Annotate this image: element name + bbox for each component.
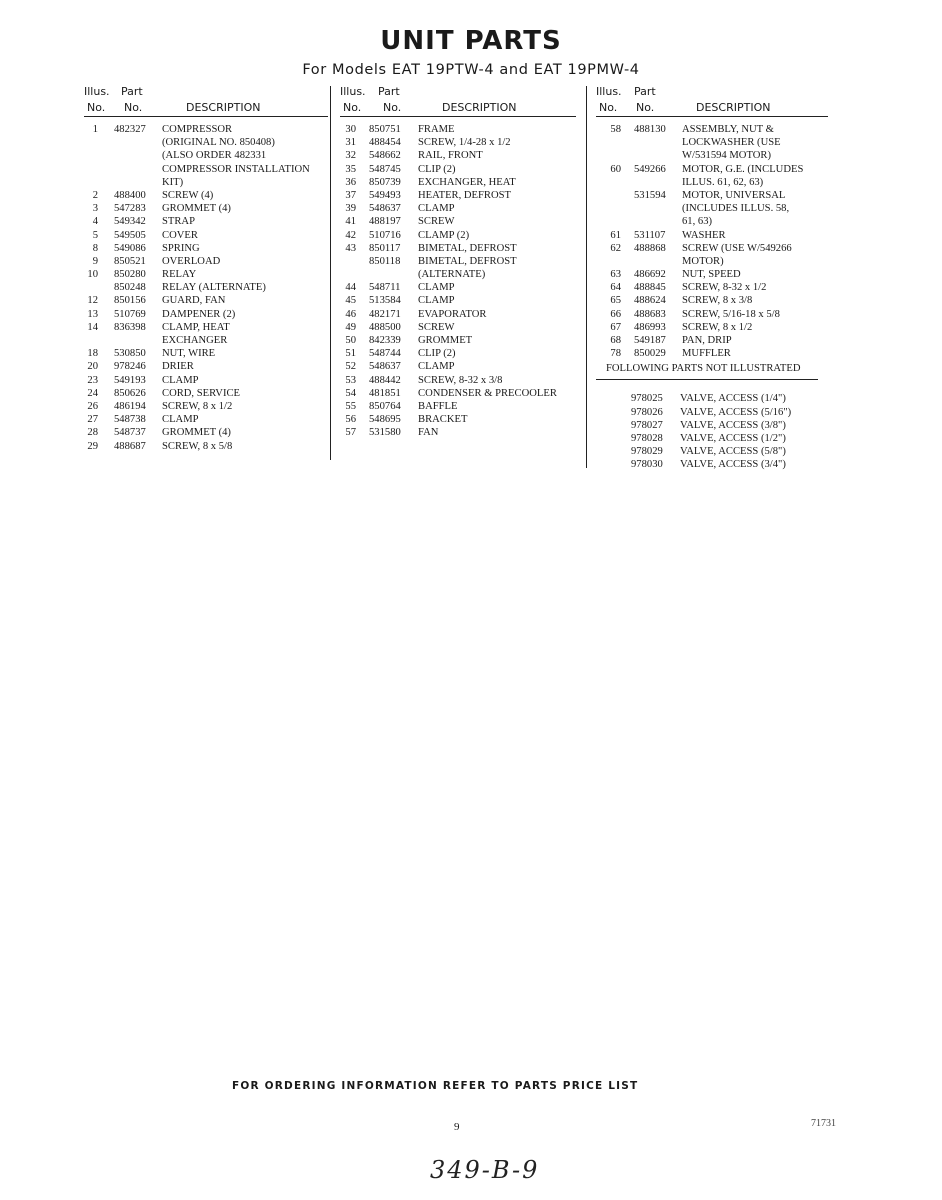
part-number: 549342 xyxy=(114,216,146,228)
table-row xyxy=(84,242,328,255)
part-description: FRAME xyxy=(418,124,455,135)
illus-number: 50 xyxy=(345,335,356,346)
table-row xyxy=(596,202,828,215)
illus-number: 42 xyxy=(345,229,356,241)
table-row xyxy=(84,189,328,202)
part-number: 488687 xyxy=(114,440,146,452)
part-number: 548744 xyxy=(369,348,401,360)
illus-number: 67 xyxy=(610,321,621,333)
part-number: 548738 xyxy=(114,414,146,426)
part-description: VALVE, ACCESS (5/16") xyxy=(680,406,792,418)
part-number: 510769 xyxy=(114,308,146,320)
part-description: VALVE, ACCESS (3/4") xyxy=(680,459,786,471)
illus-number: 2 xyxy=(92,189,98,201)
table-row xyxy=(340,268,576,281)
part-description: OVERLOAD xyxy=(162,255,221,267)
part-number: 549493 xyxy=(369,189,401,201)
illus-number: 28 xyxy=(87,427,98,439)
table-row xyxy=(596,255,828,268)
illus-number: 60 xyxy=(610,163,621,175)
part-number: 488845 xyxy=(634,282,666,294)
illus-number: 49 xyxy=(345,321,356,333)
part-description: RELAY (ALTERNATE) xyxy=(162,282,266,294)
part-description: BRACKET xyxy=(418,414,468,426)
part-number: 850751 xyxy=(369,124,401,135)
part-description: CLAMP xyxy=(162,414,199,426)
part-description: COMPRESSOR INSTALLATION xyxy=(162,163,310,175)
table-row xyxy=(596,215,828,228)
part-description: VALVE, ACCESS (5/8") xyxy=(680,446,786,458)
illus-header: Illus. xyxy=(340,85,366,98)
part-description: VALVE, ACCESS (1/2") xyxy=(680,432,786,444)
illus-no-header: No. xyxy=(343,101,362,114)
part-description: CLAMP, HEAT xyxy=(162,321,230,333)
part-number: 486692 xyxy=(634,269,666,281)
part-number: 488624 xyxy=(634,295,666,307)
part-description: SCREW, 1/4-28 x 1/2 xyxy=(418,137,511,149)
table-row xyxy=(340,136,576,149)
part-description: EVAPORATOR xyxy=(418,308,487,320)
table-row xyxy=(340,294,576,307)
table-row xyxy=(596,149,828,162)
part-number: 488500 xyxy=(369,321,401,333)
header-rule xyxy=(84,116,328,117)
illus-number: 64 xyxy=(610,282,621,294)
part-number: 488130 xyxy=(634,124,666,135)
table-row xyxy=(84,321,328,334)
illus-number: 68 xyxy=(610,335,621,346)
illus-number: 41 xyxy=(345,216,356,228)
table-row xyxy=(84,426,328,439)
illus-number: 57 xyxy=(345,427,356,439)
part-header: Part xyxy=(634,85,656,98)
parts-column-1 xyxy=(84,82,328,453)
illus-number: 4 xyxy=(92,216,98,228)
part-description: MUFFLER xyxy=(682,348,731,360)
table-row xyxy=(340,242,576,255)
part-number: 978246 xyxy=(114,361,146,373)
part-number: 850117 xyxy=(369,242,401,254)
illus-number: 62 xyxy=(610,242,621,254)
part-no-header: No. xyxy=(383,101,402,114)
illus-number: 32 xyxy=(345,150,356,162)
table-row xyxy=(596,392,828,405)
table-row xyxy=(340,163,576,176)
illus-number: 18 xyxy=(87,348,98,360)
illus-number: 23 xyxy=(87,374,98,386)
table-row xyxy=(340,281,576,294)
part-description: 61, 63) xyxy=(682,216,713,228)
part-number: 548711 xyxy=(369,282,401,294)
part-number: 549193 xyxy=(114,374,146,386)
part-number: 850626 xyxy=(114,387,146,399)
illus-number: 54 xyxy=(345,387,356,399)
illus-number: 66 xyxy=(610,308,621,320)
part-header: Part xyxy=(121,85,143,98)
part-description: (ALSO ORDER 482331 xyxy=(162,150,267,162)
part-description: EXCHANGER xyxy=(162,335,228,346)
description-header: DESCRIPTION xyxy=(186,101,261,114)
part-number: 549505 xyxy=(114,229,146,241)
part-no-header: No. xyxy=(636,101,655,114)
table-row xyxy=(84,294,328,307)
description-header: DESCRIPTION xyxy=(696,101,771,114)
illus-number: 35 xyxy=(345,163,356,175)
table-row xyxy=(596,281,828,294)
page-number: 9 xyxy=(454,1121,460,1133)
part-description: HEATER, DEFROST xyxy=(418,189,511,201)
illus-number: 20 xyxy=(87,361,98,373)
part-description: COMPRESSOR xyxy=(162,124,233,135)
part-number: 486194 xyxy=(114,400,146,412)
part-number: 531580 xyxy=(369,427,401,439)
table-row xyxy=(84,176,328,189)
header-rule xyxy=(340,116,576,117)
part-description: VALVE, ACCESS (3/8") xyxy=(680,419,786,431)
parts-column-3 xyxy=(596,82,828,472)
illus-number: 27 xyxy=(87,414,98,426)
not-illustrated-list xyxy=(596,392,828,471)
part-description: SCREW, 8 x 1/2 xyxy=(682,321,753,333)
part-description: CLAMP xyxy=(418,282,455,294)
table-row xyxy=(84,136,328,149)
table-row xyxy=(84,281,328,294)
column-divider xyxy=(586,86,587,468)
illus-number: 44 xyxy=(345,282,356,294)
part-description: ILLUS. 61, 62, 63) xyxy=(682,176,764,188)
part-description: CLIP (2) xyxy=(418,348,456,360)
table-row xyxy=(340,374,576,387)
table-row xyxy=(596,432,828,445)
illus-number: 58 xyxy=(610,124,621,135)
part-description: (ORIGINAL NO. 850408) xyxy=(162,137,275,149)
table-row xyxy=(596,308,828,321)
table-row xyxy=(340,413,576,426)
illus-number: 45 xyxy=(345,295,356,307)
table-row xyxy=(596,347,828,360)
part-number: 978025 xyxy=(631,393,663,405)
part-description: CLIP (2) xyxy=(418,163,456,175)
part-description: SPRING xyxy=(162,242,200,254)
ordering-note: FOR ORDERING INFORMATION REFER TO PARTS PRICE LIST xyxy=(232,1080,639,1092)
part-description: SCREW, 5/16-18 x 5/8 xyxy=(682,308,780,320)
table-row xyxy=(596,176,828,189)
part-description: ASSEMBLY, NUT & xyxy=(682,124,774,135)
part-description: DAMPENER (2) xyxy=(162,308,236,320)
table-row xyxy=(84,215,328,228)
part-description: WASHER xyxy=(682,229,726,241)
part-description: SCREW xyxy=(418,216,455,228)
part-number: 548695 xyxy=(369,414,401,426)
not-illustrated-heading: FOLLOWING PARTS NOT ILLUSTRATED xyxy=(596,363,818,380)
table-row xyxy=(340,149,576,162)
parts-column-2 xyxy=(340,82,576,440)
part-description: RAIL, FRONT xyxy=(418,150,483,162)
part-number: 488683 xyxy=(634,308,666,320)
illus-number: 5 xyxy=(92,229,98,241)
part-description: SCREW, 8 x 1/2 xyxy=(162,400,233,412)
illus-number: 8 xyxy=(92,242,98,254)
illus-number: 51 xyxy=(345,348,356,360)
part-description: KIT) xyxy=(162,176,184,188)
part-description: CLAMP xyxy=(162,374,199,386)
illus-number: 53 xyxy=(345,374,356,386)
table-row xyxy=(340,215,576,228)
header-rule xyxy=(596,116,828,117)
table-row xyxy=(84,387,328,400)
table-row xyxy=(596,294,828,307)
table-row xyxy=(340,176,576,189)
part-description: BAFFLE xyxy=(418,400,458,412)
part-description: CORD, SERVICE xyxy=(162,387,241,399)
part-description: GROMMET (4) xyxy=(162,203,231,215)
table-row xyxy=(596,229,828,242)
part-description: (ALTERNATE) xyxy=(418,269,486,281)
part-description: GROMMET (4) xyxy=(162,427,231,439)
part-number: 549187 xyxy=(634,335,666,346)
part-number: 978029 xyxy=(631,446,663,458)
table-row xyxy=(596,163,828,176)
table-row xyxy=(340,321,576,334)
part-number: 842339 xyxy=(369,335,401,346)
part-number: 850118 xyxy=(369,255,401,267)
part-number: 548662 xyxy=(369,150,401,162)
part-description: CLAMP xyxy=(418,361,455,373)
illus-number: 39 xyxy=(345,203,356,215)
part-description: LOCKWASHER (USE xyxy=(682,137,781,149)
part-description: STRAP xyxy=(162,216,195,228)
handwritten-annotation: 349-B-9 xyxy=(430,1156,540,1184)
table-row xyxy=(84,413,328,426)
part-description: SCREW, 8 x 3/8 xyxy=(682,295,753,307)
illus-number: 36 xyxy=(345,176,356,188)
table-row xyxy=(596,334,828,347)
part-number: 510716 xyxy=(369,229,401,241)
part-description: DRIER xyxy=(162,361,194,373)
part-description: CONDENSER & PRECOOLER xyxy=(418,387,557,399)
part-description: (INCLUDES ILLUS. 58, xyxy=(682,203,790,215)
illus-number: 63 xyxy=(610,269,621,281)
table-row xyxy=(340,360,576,373)
part-description: SCREW, 8 x 5/8 xyxy=(162,440,233,452)
table-row xyxy=(596,123,828,136)
part-description: MOTOR) xyxy=(682,255,724,267)
part-number: 850521 xyxy=(114,255,146,267)
illus-number: 14 xyxy=(87,321,98,333)
illus-number: 61 xyxy=(610,229,621,241)
part-number: 488197 xyxy=(369,216,401,228)
illus-number: 30 xyxy=(345,124,356,135)
table-row xyxy=(84,374,328,387)
illus-header: Illus. xyxy=(84,85,110,98)
part-number: 482327 xyxy=(114,124,146,135)
illus-no-header: No. xyxy=(599,101,618,114)
part-number: 548637 xyxy=(369,203,401,215)
document-code: 71731 xyxy=(811,1118,836,1129)
part-number: 850739 xyxy=(369,176,401,188)
part-description: SCREW (4) xyxy=(162,189,214,201)
part-number: 548737 xyxy=(114,427,146,439)
part-description: CLAMP xyxy=(418,295,455,307)
part-number: 531107 xyxy=(634,229,666,241)
table-row xyxy=(84,308,328,321)
part-number: 488400 xyxy=(114,189,146,201)
part-number: 486993 xyxy=(634,321,666,333)
illus-number: 10 xyxy=(87,269,98,281)
part-description: BIMETAL, DEFROST xyxy=(418,255,517,267)
part-number: 836398 xyxy=(114,321,146,333)
part-description: GROMMET xyxy=(418,335,473,346)
table-row xyxy=(84,229,328,242)
table-row xyxy=(340,334,576,347)
table-row xyxy=(596,419,828,432)
table-row xyxy=(340,426,576,439)
table-row xyxy=(84,334,328,347)
table-row xyxy=(84,123,328,136)
part-number: 548745 xyxy=(369,163,401,175)
part-description: MOTOR, G.E. (INCLUDES xyxy=(682,163,804,175)
part-number: 530850 xyxy=(114,348,146,360)
part-number: 513584 xyxy=(369,295,401,307)
illus-number: 65 xyxy=(610,295,621,307)
table-row xyxy=(340,347,576,360)
parts-list xyxy=(340,123,576,440)
illus-header: Illus. xyxy=(596,85,622,98)
illus-number: 31 xyxy=(345,137,356,149)
table-row xyxy=(340,123,576,136)
part-description: BIMETAL, DEFROST xyxy=(418,242,517,254)
table-row xyxy=(84,347,328,360)
part-number: 850156 xyxy=(114,295,146,307)
part-number: 549086 xyxy=(114,242,146,254)
page-subtitle: For Models EAT 19PTW-4 and EAT 19PMW-4 xyxy=(302,62,640,78)
table-row xyxy=(596,189,828,202)
part-header: Part xyxy=(378,85,400,98)
part-description: VALVE, ACCESS (1/4") xyxy=(680,393,786,405)
part-number: 850029 xyxy=(634,348,666,360)
parts-list xyxy=(596,123,828,360)
table-row xyxy=(596,458,828,471)
table-row xyxy=(340,387,576,400)
part-number: 549266 xyxy=(634,163,666,175)
table-row xyxy=(84,440,328,453)
table-row xyxy=(84,400,328,413)
part-description: CLAMP (2) xyxy=(418,229,470,241)
part-description: GUARD, FAN xyxy=(162,295,226,307)
part-description: SCREW, 8-32 x 1/2 xyxy=(682,282,767,294)
illus-number: 78 xyxy=(610,348,621,360)
part-number: 978030 xyxy=(631,459,663,471)
column-header xyxy=(84,82,328,116)
description-header: DESCRIPTION xyxy=(442,101,517,114)
illus-number: 52 xyxy=(345,361,356,373)
table-row xyxy=(84,268,328,281)
table-row xyxy=(596,445,828,458)
illus-number: 9 xyxy=(92,255,98,267)
column-header xyxy=(596,82,828,116)
table-row xyxy=(340,189,576,202)
part-number: 481851 xyxy=(369,387,401,399)
part-number: 850280 xyxy=(114,269,146,281)
table-row xyxy=(84,360,328,373)
part-number: 531594 xyxy=(634,189,666,201)
illus-number: 13 xyxy=(87,308,98,320)
part-description: SCREW, 8-32 x 3/8 xyxy=(418,374,503,386)
table-row xyxy=(596,406,828,419)
part-description: NUT, SPEED xyxy=(682,269,741,281)
table-row xyxy=(340,308,576,321)
part-number: 488442 xyxy=(369,374,401,386)
illus-number: 24 xyxy=(87,387,98,399)
part-description: W/531594 MOTOR) xyxy=(682,150,771,162)
table-row xyxy=(340,202,576,215)
part-description: RELAY xyxy=(162,269,197,281)
illus-number: 12 xyxy=(87,295,98,307)
part-number: 850248 xyxy=(114,282,146,294)
column-header xyxy=(340,82,576,116)
part-number: 488868 xyxy=(634,242,666,254)
part-description: SCREW (USE W/549266 xyxy=(682,242,792,254)
column-divider xyxy=(330,86,331,460)
part-number: 850764 xyxy=(369,400,401,412)
part-number: 548637 xyxy=(369,361,401,373)
illus-number: 29 xyxy=(87,440,98,452)
part-description: MOTOR, UNIVERSAL xyxy=(682,189,786,201)
part-number: 482171 xyxy=(369,308,401,320)
illus-number: 55 xyxy=(345,400,356,412)
page-title: UNIT PARTS xyxy=(380,26,562,56)
illus-no-header: No. xyxy=(87,101,106,114)
part-description: PAN, DRIP xyxy=(682,335,732,346)
table-row xyxy=(84,163,328,176)
table-row xyxy=(84,149,328,162)
table-row xyxy=(340,400,576,413)
table-row xyxy=(84,202,328,215)
table-row xyxy=(84,255,328,268)
part-number: 978026 xyxy=(631,406,663,418)
illus-number: 56 xyxy=(345,414,356,426)
part-description: CLAMP xyxy=(418,203,455,215)
part-description: COVER xyxy=(162,229,198,241)
part-description: FAN xyxy=(418,427,439,439)
part-no-header: No. xyxy=(124,101,143,114)
part-description: EXCHANGER, HEAT xyxy=(418,176,516,188)
table-row xyxy=(596,321,828,334)
illus-number: 1 xyxy=(92,124,98,135)
illus-number: 26 xyxy=(87,400,98,412)
table-row xyxy=(340,255,576,268)
part-number: 978027 xyxy=(631,419,663,431)
illus-number: 37 xyxy=(345,189,356,201)
part-number: 978028 xyxy=(631,432,663,444)
table-row xyxy=(596,242,828,255)
table-row xyxy=(596,268,828,281)
part-description: SCREW xyxy=(418,321,455,333)
illus-number: 3 xyxy=(92,203,98,215)
illus-number: 43 xyxy=(345,242,356,254)
part-number: 547283 xyxy=(114,203,146,215)
part-description: NUT, WIRE xyxy=(162,348,216,360)
table-row xyxy=(596,136,828,149)
part-number: 488454 xyxy=(369,137,401,149)
illus-number: 46 xyxy=(345,308,356,320)
parts-list xyxy=(84,123,328,453)
table-row xyxy=(340,229,576,242)
